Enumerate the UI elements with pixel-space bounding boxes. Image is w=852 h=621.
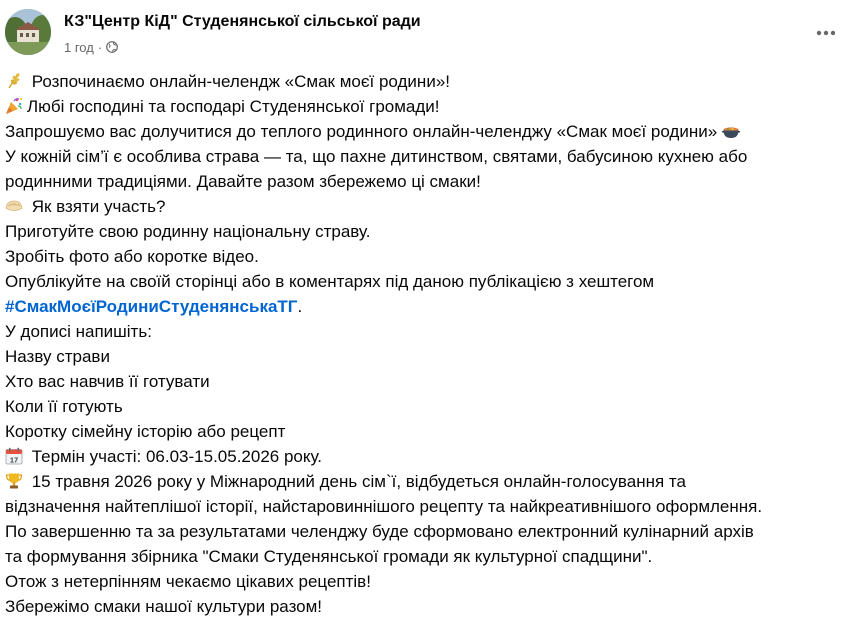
globe-icon[interactable] [106,41,118,53]
party-popper-icon [5,97,23,115]
post-line [5,594,845,619]
post-line [5,344,845,369]
trophy-icon [5,472,23,490]
post-line [5,394,845,419]
post-line-text: відзначення найтеплішої історії, найстаровиннішого рецепту та найкреативнішого оформлення. [5,497,763,516]
post-line [5,169,845,194]
dumpling-icon [5,197,23,215]
post-line-text: Приготуйте свою родинну національну страву. [5,222,371,241]
post-meta [64,38,118,56]
post-line-text: Зробіть фото або коротке відео. [5,247,259,266]
post-line [5,244,845,269]
post-line [5,219,845,244]
post-line [5,494,845,519]
post-line-text: Коротку сімейну історію або рецепт [5,422,286,441]
post-line-text: У кожній сім’ї є особлива страва — та, що пахне дитинством, святами, бабусиною кухнею або [5,147,748,166]
post-line-text: Збережімо смаки нашої культури разом! [5,597,323,616]
post-line-text: Любі господині та господарі Студенянської громади! [27,97,440,116]
post-line [5,569,845,594]
post-line-text: Хто вас навчив її готувати [5,372,210,391]
post-line [5,544,845,569]
calendar-icon [5,447,23,465]
post-line-text: У дописі напишіть: [5,322,152,341]
page-avatar[interactable] [5,9,51,55]
hashtag-link[interactable]: #СмакМоєїРодиниСтуденянськаТГ [5,297,298,316]
post-text [5,69,845,619]
post-line-text: Отож з нетерпінням чекаємо цікавих рецептів! [5,572,371,591]
post-line [5,444,845,469]
page-name-link[interactable]: КЗ"Центр КіД" Студенянської сільської ради [64,13,421,30]
post-line-text: та формування збірника "Смаки Студенянської громади як культурної спадщини". [5,547,653,566]
post-line-text: Запрошуємо вас долучитися до теплого родинного онлайн-челенджу «Смак моєї родини» [5,122,718,141]
post-timestamp[interactable]: 1 год [64,39,94,55]
post-line [5,469,845,494]
pot-of-food-icon [722,122,740,140]
post-line-text: Термін участі: 06.03-15.05.2026 року. [27,447,323,466]
post-line [5,269,845,294]
post-line [5,319,845,344]
post-line [5,144,845,169]
post-line [5,369,845,394]
svg-text:17: 17 [9,455,19,465]
meta-separator: · [97,39,103,55]
post-line [5,294,845,319]
post-line-text: Розпочинаємо онлайн-челендж «Смак моєї родини»! [27,72,450,91]
post-line-text: По завершенню та за результатами челенджу буде сформовано електронний кулінарний архів [5,522,754,541]
post-line [5,519,845,544]
wheat-icon [5,72,23,90]
post-line-text: 15 травня 2026 року у Міжнародний день сім`ї, відбудеться онлайн-голосування та [27,472,686,491]
post-line [5,119,845,144]
post-line [5,419,845,444]
post-line-text: Як взяти участь? [27,197,166,216]
post-line [5,94,845,119]
post-line-text: Коли її готують [5,397,123,416]
post-line-text: . [297,297,303,316]
more-options-icon [816,23,836,41]
post-line-text: Назву страви [5,347,110,366]
post-line-text: Опублікуйте на своїй сторінці або в коментарях під даною публікацією з хештегом [5,272,655,291]
post-header [0,0,852,64]
post-line [5,194,845,219]
post-line-text: родинними традиціями. Давайте разом збережемо ці смаки! [5,172,481,191]
more-options-button[interactable] [808,14,844,50]
post-line [5,69,845,94]
